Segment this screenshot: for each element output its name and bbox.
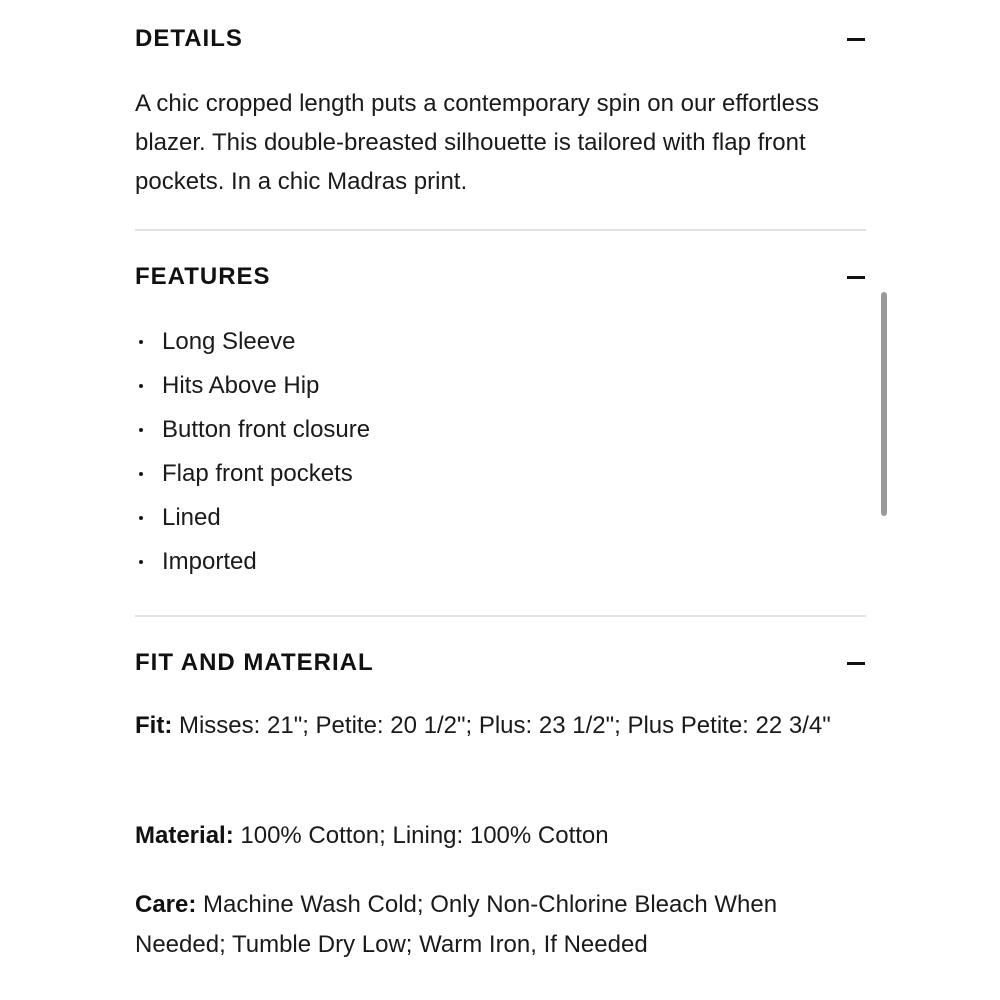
details-title: DETAILS — [135, 25, 243, 52]
vertical-scrollbar[interactable] — [881, 292, 887, 516]
bullet-dot-icon — [139, 384, 143, 388]
care-spec — [135, 885, 866, 965]
feature-list-item — [135, 410, 866, 454]
feature-list-item — [135, 366, 866, 410]
section-divider — [135, 229, 866, 231]
material-label: Material: — [135, 822, 234, 849]
feature-label: Lined — [162, 504, 221, 531]
feature-list-item — [135, 322, 866, 366]
fit-label: Fit: — [135, 712, 173, 739]
minus-icon[interactable] — [847, 38, 865, 41]
feature-label: Hits Above Hip — [162, 372, 320, 399]
features-title: FEATURES — [135, 263, 271, 290]
features-list — [135, 322, 866, 586]
feature-list-item — [135, 498, 866, 542]
minus-icon[interactable] — [847, 662, 865, 665]
feature-list-item — [135, 454, 866, 498]
care-value: Machine Wash Cold; Only Non-Chlorine Bleach When Needed; Tumble Dry Low; Warm Iron, If Needed — [135, 891, 778, 958]
fit-material-title: FIT AND MATERIAL — [135, 649, 374, 676]
fit-spec — [135, 706, 866, 746]
feature-label: Imported — [162, 548, 257, 575]
details-description: A chic cropped length puts a contemporary spin on our effortless blazer. This double-breasted silhouette is tailored with flap front pockets. In a chic Madras print. — [135, 90, 819, 195]
section-divider — [135, 615, 866, 617]
bullet-dot-icon — [139, 428, 143, 432]
bullet-dot-icon — [139, 516, 143, 520]
details-section-header[interactable] — [135, 27, 866, 51]
minus-icon[interactable] — [847, 276, 865, 279]
feature-label: Button front closure — [162, 416, 371, 443]
feature-list-item — [135, 542, 866, 586]
care-label: Care: — [135, 891, 197, 918]
fit-value: Misses: 21"; Petite: 20 1/2"; Plus: 23 1/2"; Plus Petite: 22 3/4" — [178, 712, 831, 739]
bullet-dot-icon — [139, 340, 143, 344]
feature-label: Flap front pockets — [162, 460, 353, 487]
feature-label: Long Sleeve — [162, 328, 296, 355]
fit-material-section-header[interactable] — [135, 651, 866, 675]
bullet-dot-icon — [139, 560, 143, 564]
bullet-dot-icon — [139, 472, 143, 476]
material-spec — [135, 816, 866, 856]
scrollbar-thumb[interactable] — [881, 292, 887, 516]
features-section-header[interactable] — [135, 265, 866, 289]
material-value: 100% Cotton; Lining: 100% Cotton — [240, 822, 609, 849]
